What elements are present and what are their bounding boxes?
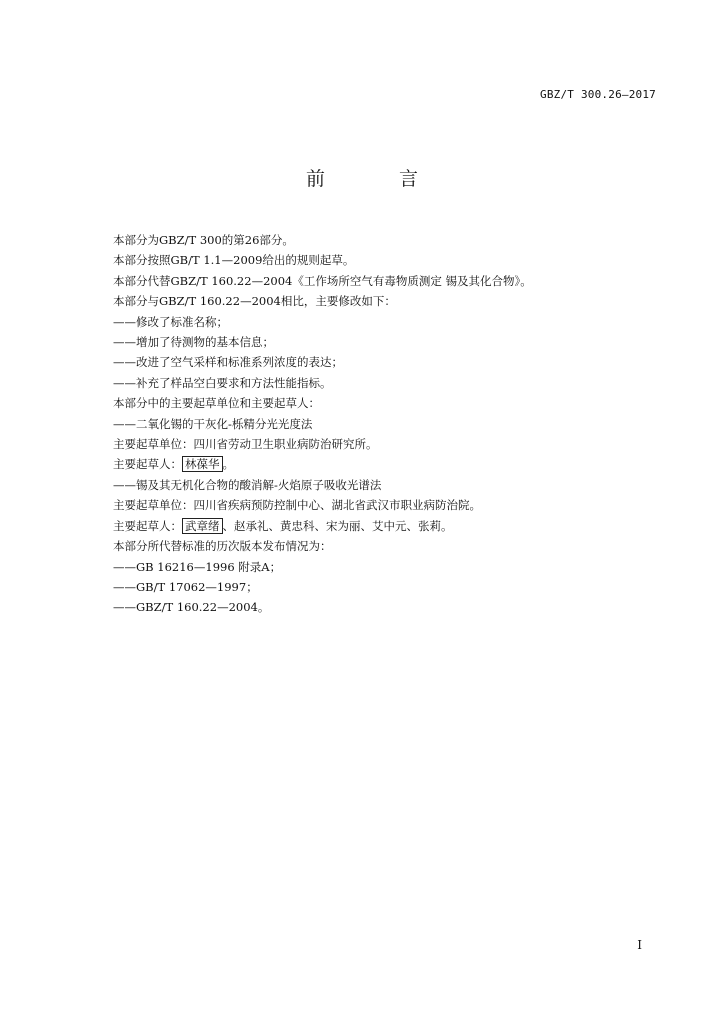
- drafter-prefix: 主要起草人：: [113, 518, 182, 533]
- standard-code: GBZ/T 300.26—2017: [540, 88, 656, 101]
- drafter-suffix: 、赵承礼、黄忠科、宋为丽、艾中元、张莉。: [222, 518, 453, 533]
- boxed-name: 林葆华: [182, 456, 223, 472]
- list-item: ——补充了样品空白要求和方法性能指标。: [113, 375, 332, 390]
- text-line: 本部分按照GB/T 1.1—2009给出的规则起草。: [113, 253, 355, 268]
- drafter-suffix: 。: [222, 457, 234, 472]
- text-line: 本部分为GBZ/T 300的第26部分。: [113, 233, 294, 247]
- list-item: ——增加了待测物的基本信息；: [113, 335, 274, 350]
- text-line: 本部分与GBZ/T 160.22—2004相比，主要修改如下：: [113, 294, 396, 309]
- page-title: 前 言: [305, 168, 453, 190]
- drafter-line: [113, 454, 673, 474]
- list-item: ——修改了标准名称；: [113, 314, 228, 329]
- drafting-unit: 主要起草单位：四川省劳动卫生职业病防治研究所。: [113, 437, 378, 452]
- list-item: ——GB 16216—1996 附录A；: [113, 559, 282, 574]
- text-line: 本部分所代替标准的历次版本发布情况为：: [113, 539, 332, 554]
- list-item: ——GBZ/T 160.22—2004。: [113, 600, 270, 615]
- list-item: ——改进了空气采样和标准系列浓度的表达；: [113, 355, 343, 370]
- boxed-name: 武章绪: [182, 518, 223, 534]
- drafting-unit: 主要起草单位：四川省疾病预防控制中心、湖北省武汉市职业病防治院。: [113, 498, 481, 513]
- drafter-line: [113, 516, 673, 536]
- text-line: 本部分中的主要起草单位和主要起草人：: [113, 396, 320, 411]
- text-line: 本部分代替GBZ/T 160.22—2004《工作场所空气有毒物质测定 锡及其化合物》。: [113, 273, 532, 288]
- page-number: I: [637, 938, 642, 952]
- list-item: ——GB/T 17062—1997；: [113, 579, 258, 594]
- method-heading: ——二氧化锡的干灰化-栎精分光光度法: [113, 416, 313, 431]
- method-heading: ——锡及其无机化合物的酸消解-火焰原子吸收光谱法: [113, 477, 382, 492]
- foreword-body: [113, 230, 673, 618]
- drafter-prefix: 主要起草人：: [113, 457, 182, 472]
